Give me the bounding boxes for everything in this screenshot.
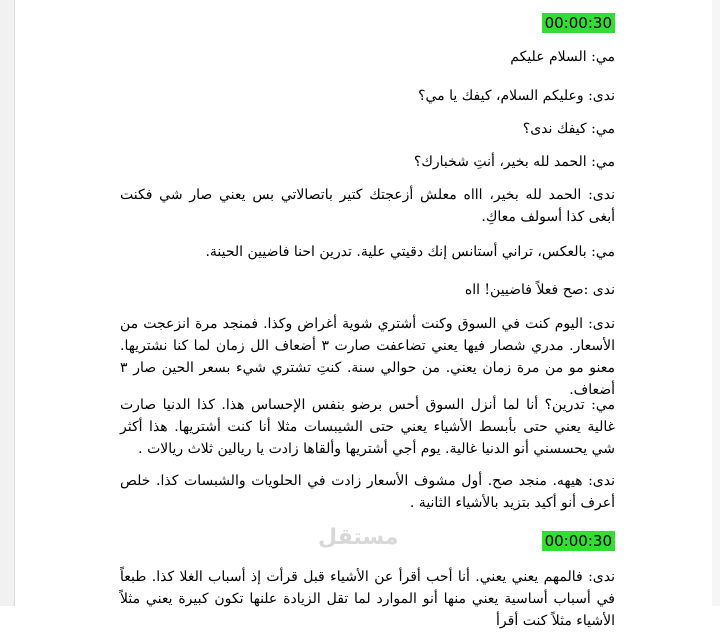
page-right-edge xyxy=(712,0,720,606)
timestamp-highlight: 00:00:30 xyxy=(542,531,615,551)
transcript-line: مي: بالعكس، تراني أستانس إنك دقيتي علية. تدرين احنا فاضيين الحينة. xyxy=(205,244,615,260)
transcript-line: ندى: وعليكم السلام، كيفك يا مي؟ xyxy=(418,88,615,104)
transcript-line: مي: الحمد لله بخير، أنتِ شخبارك؟ xyxy=(413,154,615,170)
transcript-line: ندى: الحمد لله بخير، اااه معلش أزعجتك كتير باتصالاتي بس يعني صار شي فكنت أبغى كذا أسولف معاكِ. xyxy=(120,187,615,225)
transcript-line: مي: تدرين؟ أنا لما أنزل السوق أحس برضو بنفس الإحساس هذا. كذا الدنيا صارت غالية يعني حتى بأبسط الأشياء يعني حتى الشيبسات مثلا أنا كنت أشتريها. هذا أكثر شي يحسسني أنو الدنيا غالية. يوم أجي أشتريها وألقاها زادت يا ريالين ثلاث ريالات . xyxy=(120,397,615,457)
timestamp-highlight: 00:00:30 xyxy=(542,13,615,33)
transcript-line: مي: السلام عليكم xyxy=(510,49,615,65)
transcript-line: ندى: اليوم كنت في السوق وكنت أشتري شوية أغراض وكذا. فمنجد مرة انزعجت من الأسعار. مدري شصار فيها يعني تضاعفت صارت ٣ أضعاف الل زمان لما كنا نشتريها. معنو مو من مرة زمان يعني. من حوالي سنة. كنتِ تشتري شيء بسعر الحين صار ٣ أضعاف. xyxy=(120,316,615,398)
page-left-edge xyxy=(0,0,15,606)
transcript-line: ندى: فالمهم يعني يعني. أنا أحب أقرأ عن الأشياء قبل قرأت إذ أسباب الغلا كذا. طبعاً في أسباب أساسية يعني منها أنو الموارد لما تقل الزيادة علنها تكون كبيرة يعني مثلاً الأشياء مثلاً كنت أقرأ xyxy=(120,569,615,629)
transcript-line: ندى :صح فعلاً فاضيين! ااه xyxy=(464,282,615,298)
transcript-line: ندى: هيهه. منجد صح. أول مشوف الأسعار زادت في الحلويات والشبسات كذا. خلص أعرف أنو أكيد بتزيد بالأشياء الثانية . xyxy=(120,473,615,511)
watermark-logo: مستقل xyxy=(318,525,399,550)
transcript-line: مي: كيفك ندى؟ xyxy=(522,121,615,137)
